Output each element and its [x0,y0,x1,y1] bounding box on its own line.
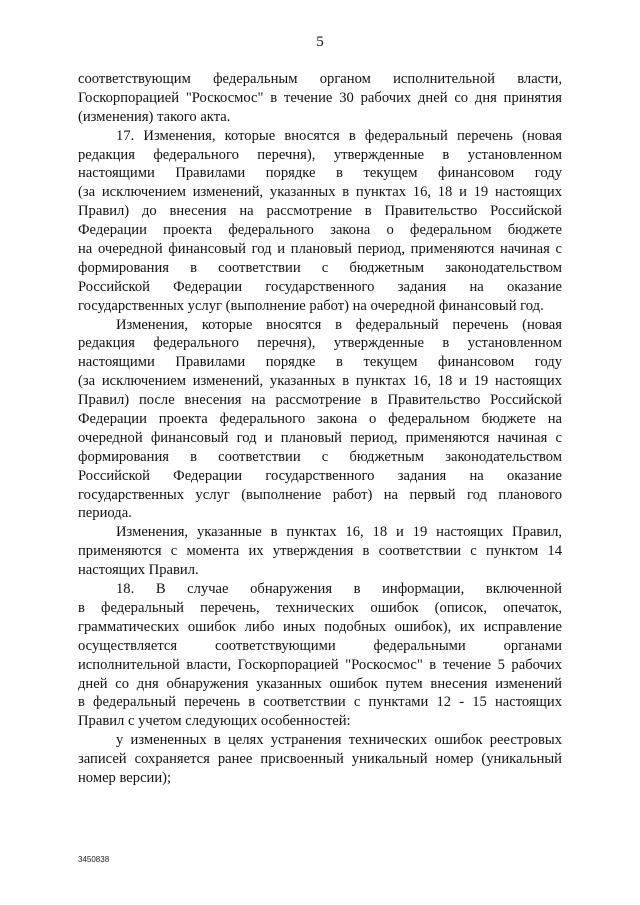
text-line: у измененных в целях устранения технических ошибок реестровых [116,732,562,749]
text-line: в федеральный перечень в соответствии с пунктами 12 - 15 настоящих [78,694,562,711]
text-line: государственных услуг (выполнение работ) на очередной финансовый год. [78,297,544,314]
text-line: Изменения, которые вносятся в федеральный перечень (новая [116,316,562,333]
text-line: настоящими Правилами порядке в текущем финансовом году [78,165,562,182]
page-number: 5 [316,34,324,50]
text-line: грамматических ошибок либо иных подобных ошибок), их исправление [78,618,562,635]
document-footer-code: 3450838 [78,855,110,864]
text-line: Изменения, указанные в пунктах 16, 18 и 19 настоящих Правил, [116,524,562,541]
text-line: Российской Федерации государственного задания на оказание [78,278,562,295]
text-line: формирования в соответствии с бюджетным законодательством [78,259,562,276]
text-line: Федерации проекта федерального закона о федеральном бюджете на [78,411,562,428]
document-body [78,70,562,788]
text-line: Правил) до внесения на рассмотрение в Правительство Российской [78,203,562,220]
text-line: дней со дня обнаружения указанных ошибок путем внесения изменений [78,675,562,692]
text-line: применяются с момента их утверждения в соответствии с пунктом 14 [78,543,562,560]
text-line: Российской Федерации государственного задания на оказание [78,467,562,484]
text-line: Федерации проекта федерального закона о федеральном бюджете [78,222,562,239]
text-line: исполнительной власти, Госкорпорацией "Роскосмос" в течение 5 рабочих [78,656,562,673]
text-line: соответствующим федеральным органом исполнительной власти, [78,71,562,87]
text-line: настоящими Правилами порядке в текущем финансовом году [78,354,562,371]
text-line: очередной финансовый год и плановый период, применяются начиная с [78,429,562,446]
text-line: на очередной финансовый год и плановый период, применяются начиная с [78,241,562,258]
text-line: 18. В случае обнаружения в информации, включенной [116,581,562,598]
text-line: Госкорпорацией "Роскосмос" в течение 30 рабочих дней со дня принятия [78,89,562,106]
text-line: редакция федерального перечня), утвержденные в установленном [78,335,562,352]
text-line: (за исключением изменений, указанных в пунктах 16, 18 и 19 настоящих [78,184,562,201]
text-line: записей сохраняется ранее присвоенный уникальный номер (уникальный [78,751,562,768]
text-line: редакция федерального перечня), утвержденные в установленном [78,146,562,163]
text-line: настоящих Правил. [78,562,199,579]
text-line: осуществляется соответствующими федеральными органами [78,637,562,654]
text-line: Правил) после внесения на рассмотрение в Правительство Российской [78,392,562,409]
text-line: (за исключением изменений, указанных в пунктах 16, 18 и 19 настоящих [78,373,562,390]
text-line: в федеральный перечень, технических ошибок (описок, опечаток, [78,599,562,616]
text-line: номер версии); [78,769,172,786]
text-line: Правил с учетом следующих особенностей: [78,713,351,730]
text-line: (изменения) такого акта. [78,108,231,125]
text-line: государственных услуг (выполнение работ) на первый год планового [78,486,562,503]
text-line: периода. [78,505,132,522]
text-line: 17. Изменения, которые вносятся в федеральный перечень (новая [116,127,562,144]
text-line: формирования в соответствии с бюджетным законодательством [78,448,562,465]
